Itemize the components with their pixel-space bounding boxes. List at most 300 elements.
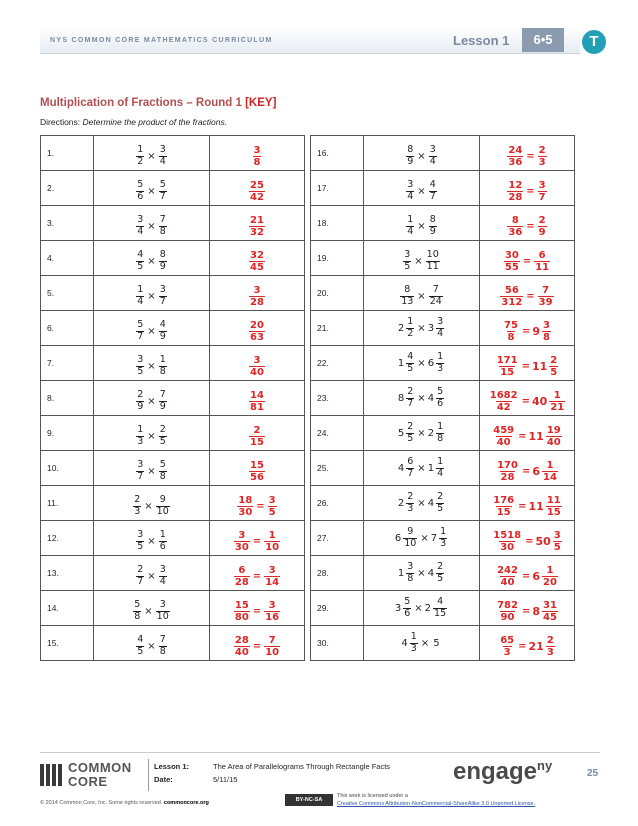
problem-numerator: 8: [429, 213, 436, 225]
answer-number: [506, 180, 524, 204]
problem-cell: [94, 626, 210, 661]
problem-denominator: 6: [437, 397, 444, 409]
answer-expression: [506, 180, 547, 204]
problem-number: [135, 355, 145, 378]
answer-fraction: [549, 390, 565, 414]
answer-expression: [248, 460, 266, 484]
answer-denominator: 3: [546, 647, 554, 658]
problem-fraction: [159, 145, 167, 168]
answer-numerator: 3: [553, 529, 561, 541]
page-title: [40, 97, 276, 109]
table-row: [311, 591, 575, 626]
answer-fraction: [538, 180, 547, 204]
problem-operator: ×: [417, 290, 426, 302]
answer-expression: [233, 530, 281, 554]
problem-fraction: [429, 215, 437, 238]
problem-fraction: [400, 285, 414, 308]
answer-numerator: 11: [546, 494, 561, 506]
problem-denominator: 6: [404, 607, 411, 619]
problem-denominator: 2: [407, 327, 414, 339]
key-label: [KEY]: [245, 97, 277, 109]
answer-cell: [210, 276, 305, 311]
problem-numerator: 2: [407, 490, 414, 502]
problem-denominator: 4: [159, 575, 166, 587]
item-number: 22.: [311, 346, 364, 381]
table-row: [311, 416, 575, 451]
problem-fraction: [159, 530, 167, 553]
problem-expression: [398, 317, 445, 340]
problem-expression: [401, 632, 441, 655]
answer-number: [236, 495, 254, 519]
problem-numerator: 2: [437, 490, 444, 502]
problem-denominator: 8: [159, 225, 166, 237]
answer-fraction: [500, 285, 523, 309]
answer-numerator: 242: [497, 564, 518, 576]
answer-numerator: 7: [542, 284, 550, 296]
answer-fraction: [249, 355, 265, 379]
problem-number: [398, 387, 415, 410]
answer-denominator: 10: [265, 542, 280, 553]
answer-numerator: 2: [538, 144, 546, 156]
problem-expression: [405, 215, 437, 238]
problem-number: [398, 492, 415, 515]
table-row: [311, 556, 575, 591]
problem-denominator: 4: [407, 190, 414, 202]
answer-number: [498, 635, 516, 659]
problem-number: [428, 215, 438, 238]
problem-numerator: 7: [159, 633, 166, 645]
answer-expression: [498, 635, 556, 659]
problem-numerator: 4: [137, 248, 144, 260]
table-row: [41, 311, 305, 346]
problem-expression: [405, 145, 437, 168]
table-row: [311, 486, 575, 521]
problem-numerator: 3: [407, 560, 414, 572]
problem-expression: [135, 215, 167, 238]
problem-numerator: 3: [137, 458, 144, 470]
problem-numerator: 3: [159, 283, 166, 295]
answer-numerator: 176: [493, 494, 515, 506]
table-row: [311, 626, 575, 661]
problem-number: [395, 597, 412, 620]
answer-number: [248, 460, 266, 484]
answer-number: [248, 355, 266, 379]
problem-cell: [364, 311, 480, 346]
answer-expression: [502, 320, 552, 344]
problem-fraction: [159, 565, 167, 588]
answer-numerator: 6: [238, 564, 246, 576]
item-number: 11.: [41, 486, 94, 521]
problem-expression: [135, 250, 167, 273]
answer-denominator: 55: [504, 262, 519, 273]
answer-number: [532, 460, 559, 484]
answer-expression: [488, 390, 566, 414]
problem-expression: [135, 390, 167, 413]
answer-operator: =: [518, 501, 527, 512]
answer-denominator: 28: [234, 577, 249, 588]
problem-number: [135, 635, 145, 658]
problem-cell: [94, 171, 210, 206]
answer-cell: [210, 556, 305, 591]
answer-expression: [506, 215, 547, 239]
copyright: [40, 800, 209, 806]
answer-fraction: [234, 565, 250, 589]
problem-fraction: [159, 635, 167, 658]
item-number: 27.: [311, 521, 364, 556]
problem-numerator: 7: [159, 213, 166, 225]
answer-cell: [480, 416, 575, 451]
answer-denominator: 40: [500, 577, 515, 588]
answer-numerator: 782: [497, 599, 518, 611]
problem-denominator: 3: [407, 502, 414, 514]
problem-fraction: [429, 285, 443, 308]
answer-fraction: [542, 320, 551, 344]
item-number: 21.: [311, 311, 364, 346]
problem-expression: [135, 320, 167, 343]
answer-denominator: 80: [234, 612, 249, 623]
table-row: [41, 241, 305, 276]
answer-numerator: 3: [253, 354, 261, 366]
answer-denominator: 40: [234, 647, 249, 658]
answer-numerator: 75: [504, 319, 518, 331]
problem-numerator: 2: [137, 388, 144, 400]
answer-fraction: [234, 530, 250, 554]
answer-number: [502, 320, 520, 344]
answer-number: [532, 390, 566, 414]
problem-number: [135, 180, 145, 203]
answer-cell: [210, 381, 305, 416]
problem-cell: [94, 591, 210, 626]
problem-operator: ×: [417, 462, 426, 474]
answer-numerator: 1: [546, 459, 554, 471]
answer-denominator: 15: [500, 367, 515, 378]
answer-cell: [210, 521, 305, 556]
problem-cell: [364, 136, 480, 171]
answer-number: [495, 355, 520, 379]
problem-operator: ×: [147, 430, 156, 442]
answer-denominator: 11: [535, 262, 550, 273]
problem-operator: ×: [420, 532, 429, 544]
problem-number: [405, 145, 415, 168]
problem-operator: ×: [417, 392, 426, 404]
answer-operator: =: [525, 536, 534, 547]
problem-denominator: 4: [429, 155, 436, 167]
answer-numerator: 1: [268, 529, 276, 541]
answer-operator: =: [521, 466, 531, 477]
problem-operator: ×: [147, 570, 156, 582]
license-link[interactable]: Creative Commons Attribution-NonCommercial-ShareAlike 3.0 Unported License.: [337, 801, 536, 807]
problem-denominator: 5: [407, 362, 414, 374]
problem-denominator: 13: [401, 295, 414, 307]
teacher-badge-icon: T: [582, 30, 606, 54]
problem-number: [428, 285, 444, 308]
problem-expression: [135, 530, 167, 553]
answer-number: [233, 565, 251, 589]
answer-operator: =: [521, 361, 530, 372]
problem-fraction: [436, 317, 444, 340]
problem-numerator: 5: [134, 598, 141, 610]
answer-numerator: 2: [546, 634, 554, 646]
item-number: 20.: [311, 276, 364, 311]
answer-number: [233, 530, 251, 554]
problem-fraction: [159, 425, 167, 448]
problem-fraction: [436, 387, 444, 410]
problem-denominator: 8: [159, 645, 166, 657]
problem-denominator: 6: [159, 540, 166, 552]
problem-cell: [364, 171, 480, 206]
answer-fraction: [253, 145, 262, 169]
answer-fraction: [249, 250, 265, 274]
item-number: 12.: [41, 521, 94, 556]
problem-fraction: [136, 250, 144, 273]
answer-fraction: [542, 600, 558, 624]
answer-number: [532, 565, 559, 589]
problem-numerator: 4: [429, 178, 436, 190]
problem-numerator: 4: [137, 633, 144, 645]
problem-denominator: 5: [137, 260, 144, 272]
answer-denominator: 8: [253, 157, 261, 168]
problem-fraction: [403, 597, 411, 620]
item-number: 29.: [311, 591, 364, 626]
answer-denominator: 39: [538, 297, 553, 308]
problem-fraction: [133, 495, 141, 518]
answer-number: [263, 530, 281, 554]
answer-fraction: [264, 565, 280, 589]
answer-numerator: 15: [250, 459, 264, 471]
problem-denominator: 6: [137, 190, 144, 202]
answer-numerator: 2: [253, 424, 261, 436]
answer-cell: [480, 451, 575, 486]
problem-operator: ×: [420, 637, 430, 649]
answer-denominator: 28: [508, 192, 523, 203]
answer-fraction: [496, 565, 519, 589]
problem-denominator: 7: [137, 330, 144, 342]
directions-text: Determine the product of the fractions.: [82, 117, 228, 127]
problem-number: [158, 460, 168, 483]
answer-number: [537, 145, 548, 169]
answer-denominator: 3: [503, 647, 511, 658]
problem-operator: ×: [417, 220, 426, 232]
item-number: 6.: [41, 311, 94, 346]
problem-numerator: 1: [410, 630, 417, 642]
problem-operator: ×: [144, 500, 153, 512]
answer-number: [506, 145, 524, 169]
problem-whole: 2: [427, 427, 435, 439]
problem-denominator: 3: [437, 362, 444, 374]
problem-number: [431, 527, 448, 550]
problem-expression: [135, 565, 167, 588]
table-row: [41, 626, 305, 661]
problem-fraction: [159, 460, 167, 483]
problem-operator: ×: [147, 465, 156, 477]
answer-cell: [210, 486, 305, 521]
answer-expression: [248, 320, 266, 344]
problem-denominator: 5: [407, 432, 414, 444]
problem-numerator: 3: [137, 528, 144, 540]
footer-date-value: 5/11/15: [213, 775, 238, 784]
answer-cell: [480, 241, 575, 276]
answer-denominator: 10: [265, 647, 280, 658]
problem-fraction: [406, 457, 414, 480]
problem-numerator: 1: [137, 423, 144, 435]
problem-whole: 3: [427, 322, 435, 334]
problem-numerator: 2: [407, 420, 414, 432]
item-number: 8.: [41, 381, 94, 416]
problem-expression: [395, 527, 448, 550]
problem-operator: ×: [417, 567, 426, 579]
answer-cell: [210, 206, 305, 241]
answer-number: [263, 600, 281, 624]
problem-number: [428, 352, 445, 375]
problem-fraction: [406, 180, 414, 203]
answer-numerator: 20: [250, 319, 264, 331]
answer-expression: [248, 215, 266, 239]
problem-number: [428, 180, 438, 203]
problem-number: [135, 460, 145, 483]
problem-fraction: [436, 492, 444, 515]
answer-numerator: 21: [250, 214, 264, 226]
answer-numerator: 170: [497, 459, 518, 471]
problem-number: [132, 495, 142, 518]
problem-whole: 1: [397, 567, 405, 579]
answer-denominator: 36: [508, 227, 523, 238]
answer-number: [248, 285, 266, 309]
answer-fraction: [249, 460, 265, 484]
problem-number: [158, 320, 168, 343]
problem-denominator: 7: [159, 190, 166, 202]
answer-denominator: 40: [496, 437, 511, 448]
problem-numerator: 8: [404, 283, 411, 295]
answer-expression: [491, 495, 563, 519]
problem-denominator: 10: [156, 505, 169, 517]
answer-expression: [491, 425, 563, 449]
problem-numerator: 6: [407, 455, 414, 467]
problem-denominator: 9: [429, 225, 436, 237]
table-row: [41, 486, 305, 521]
page-number: 25: [587, 768, 599, 779]
problem-number: [398, 352, 415, 375]
table-row: [41, 346, 305, 381]
answer-numerator: 1518: [493, 529, 522, 541]
answer-cell: [480, 311, 575, 346]
problem-fraction: [136, 215, 144, 238]
grade-module-badge: 6•5: [522, 28, 564, 52]
problem-fraction: [159, 285, 167, 308]
answer-fraction: [542, 565, 558, 589]
problem-cell: [94, 206, 210, 241]
problem-denominator: 5: [437, 502, 444, 514]
problem-number: [155, 495, 171, 518]
answer-numerator: 2: [550, 354, 558, 366]
answer-cell: [210, 136, 305, 171]
answer-numerator: 30: [504, 249, 519, 261]
answer-denominator: 40: [546, 437, 561, 448]
answer-cell: [210, 241, 305, 276]
answer-operator: =: [526, 291, 535, 302]
answer-denominator: 63: [250, 332, 264, 343]
answer-denominator: 8: [507, 332, 515, 343]
problem-whole: 2: [397, 322, 405, 334]
problem-denominator: 8: [159, 470, 166, 482]
problem-numerator: 9: [159, 493, 166, 505]
problem-expression: [398, 387, 445, 410]
answer-whole: 9: [532, 325, 540, 338]
problem-number: [135, 145, 145, 168]
item-number: 4.: [41, 241, 94, 276]
answer-fraction: [249, 215, 265, 239]
answer-number: [495, 600, 520, 624]
problem-fraction: [406, 422, 414, 445]
problem-denominator: 5: [437, 572, 444, 584]
problem-fraction: [136, 530, 144, 553]
item-number: 30.: [311, 626, 364, 661]
answer-numerator: 2: [538, 214, 546, 226]
problem-fraction: [406, 387, 414, 410]
answer-number: [537, 180, 548, 204]
answer-fraction: [538, 145, 547, 169]
problem-cell: [364, 626, 480, 661]
problem-number: [425, 250, 441, 273]
problem-cell: [94, 346, 210, 381]
directions: [40, 117, 227, 127]
problem-cell: [94, 136, 210, 171]
answer-fraction: [507, 180, 523, 204]
answer-cell: [480, 486, 575, 521]
problem-numerator: 1: [407, 213, 414, 225]
problem-number: [425, 597, 448, 620]
answer-cell: [210, 311, 305, 346]
problem-expression: [135, 635, 167, 658]
problem-fraction: [159, 355, 167, 378]
answer-numerator: 56: [504, 284, 519, 296]
directions-label: Directions:: [40, 117, 81, 127]
answer-denominator: 312: [501, 297, 523, 308]
answer-fraction: [504, 250, 520, 274]
table-row: [311, 521, 575, 556]
problem-fraction: [159, 215, 167, 238]
problem-number: [428, 562, 445, 585]
answer-denominator: 5: [553, 542, 561, 553]
problem-cell: [94, 486, 210, 521]
problem-fraction: [436, 562, 444, 585]
problem-table-right: [310, 135, 575, 661]
answer-cell: [480, 346, 575, 381]
problem-operator: ×: [417, 357, 426, 369]
problem-cell: [94, 276, 210, 311]
problem-cell: [364, 346, 480, 381]
problem-denominator: 5: [159, 435, 166, 447]
answer-operator: =: [521, 396, 530, 407]
item-number: 23.: [311, 381, 364, 416]
problem-expression: [402, 250, 441, 273]
table-row: [311, 381, 575, 416]
problem-numerator: 1: [137, 283, 144, 295]
answer-numerator: 25: [250, 179, 264, 191]
answer-cell: [480, 206, 575, 241]
item-number: 16.: [311, 136, 364, 171]
problem-number: [158, 425, 168, 448]
problem-fraction: [429, 145, 437, 168]
brand-text: engage: [453, 758, 538, 785]
problem-number: [135, 390, 145, 413]
answer-fraction: [499, 635, 515, 659]
answer-number: [263, 635, 281, 659]
problem-number: [428, 422, 445, 445]
answer-number: [529, 495, 563, 519]
problem-fraction: [439, 527, 447, 550]
problem-number: [158, 250, 168, 273]
problem-cell: [364, 416, 480, 451]
